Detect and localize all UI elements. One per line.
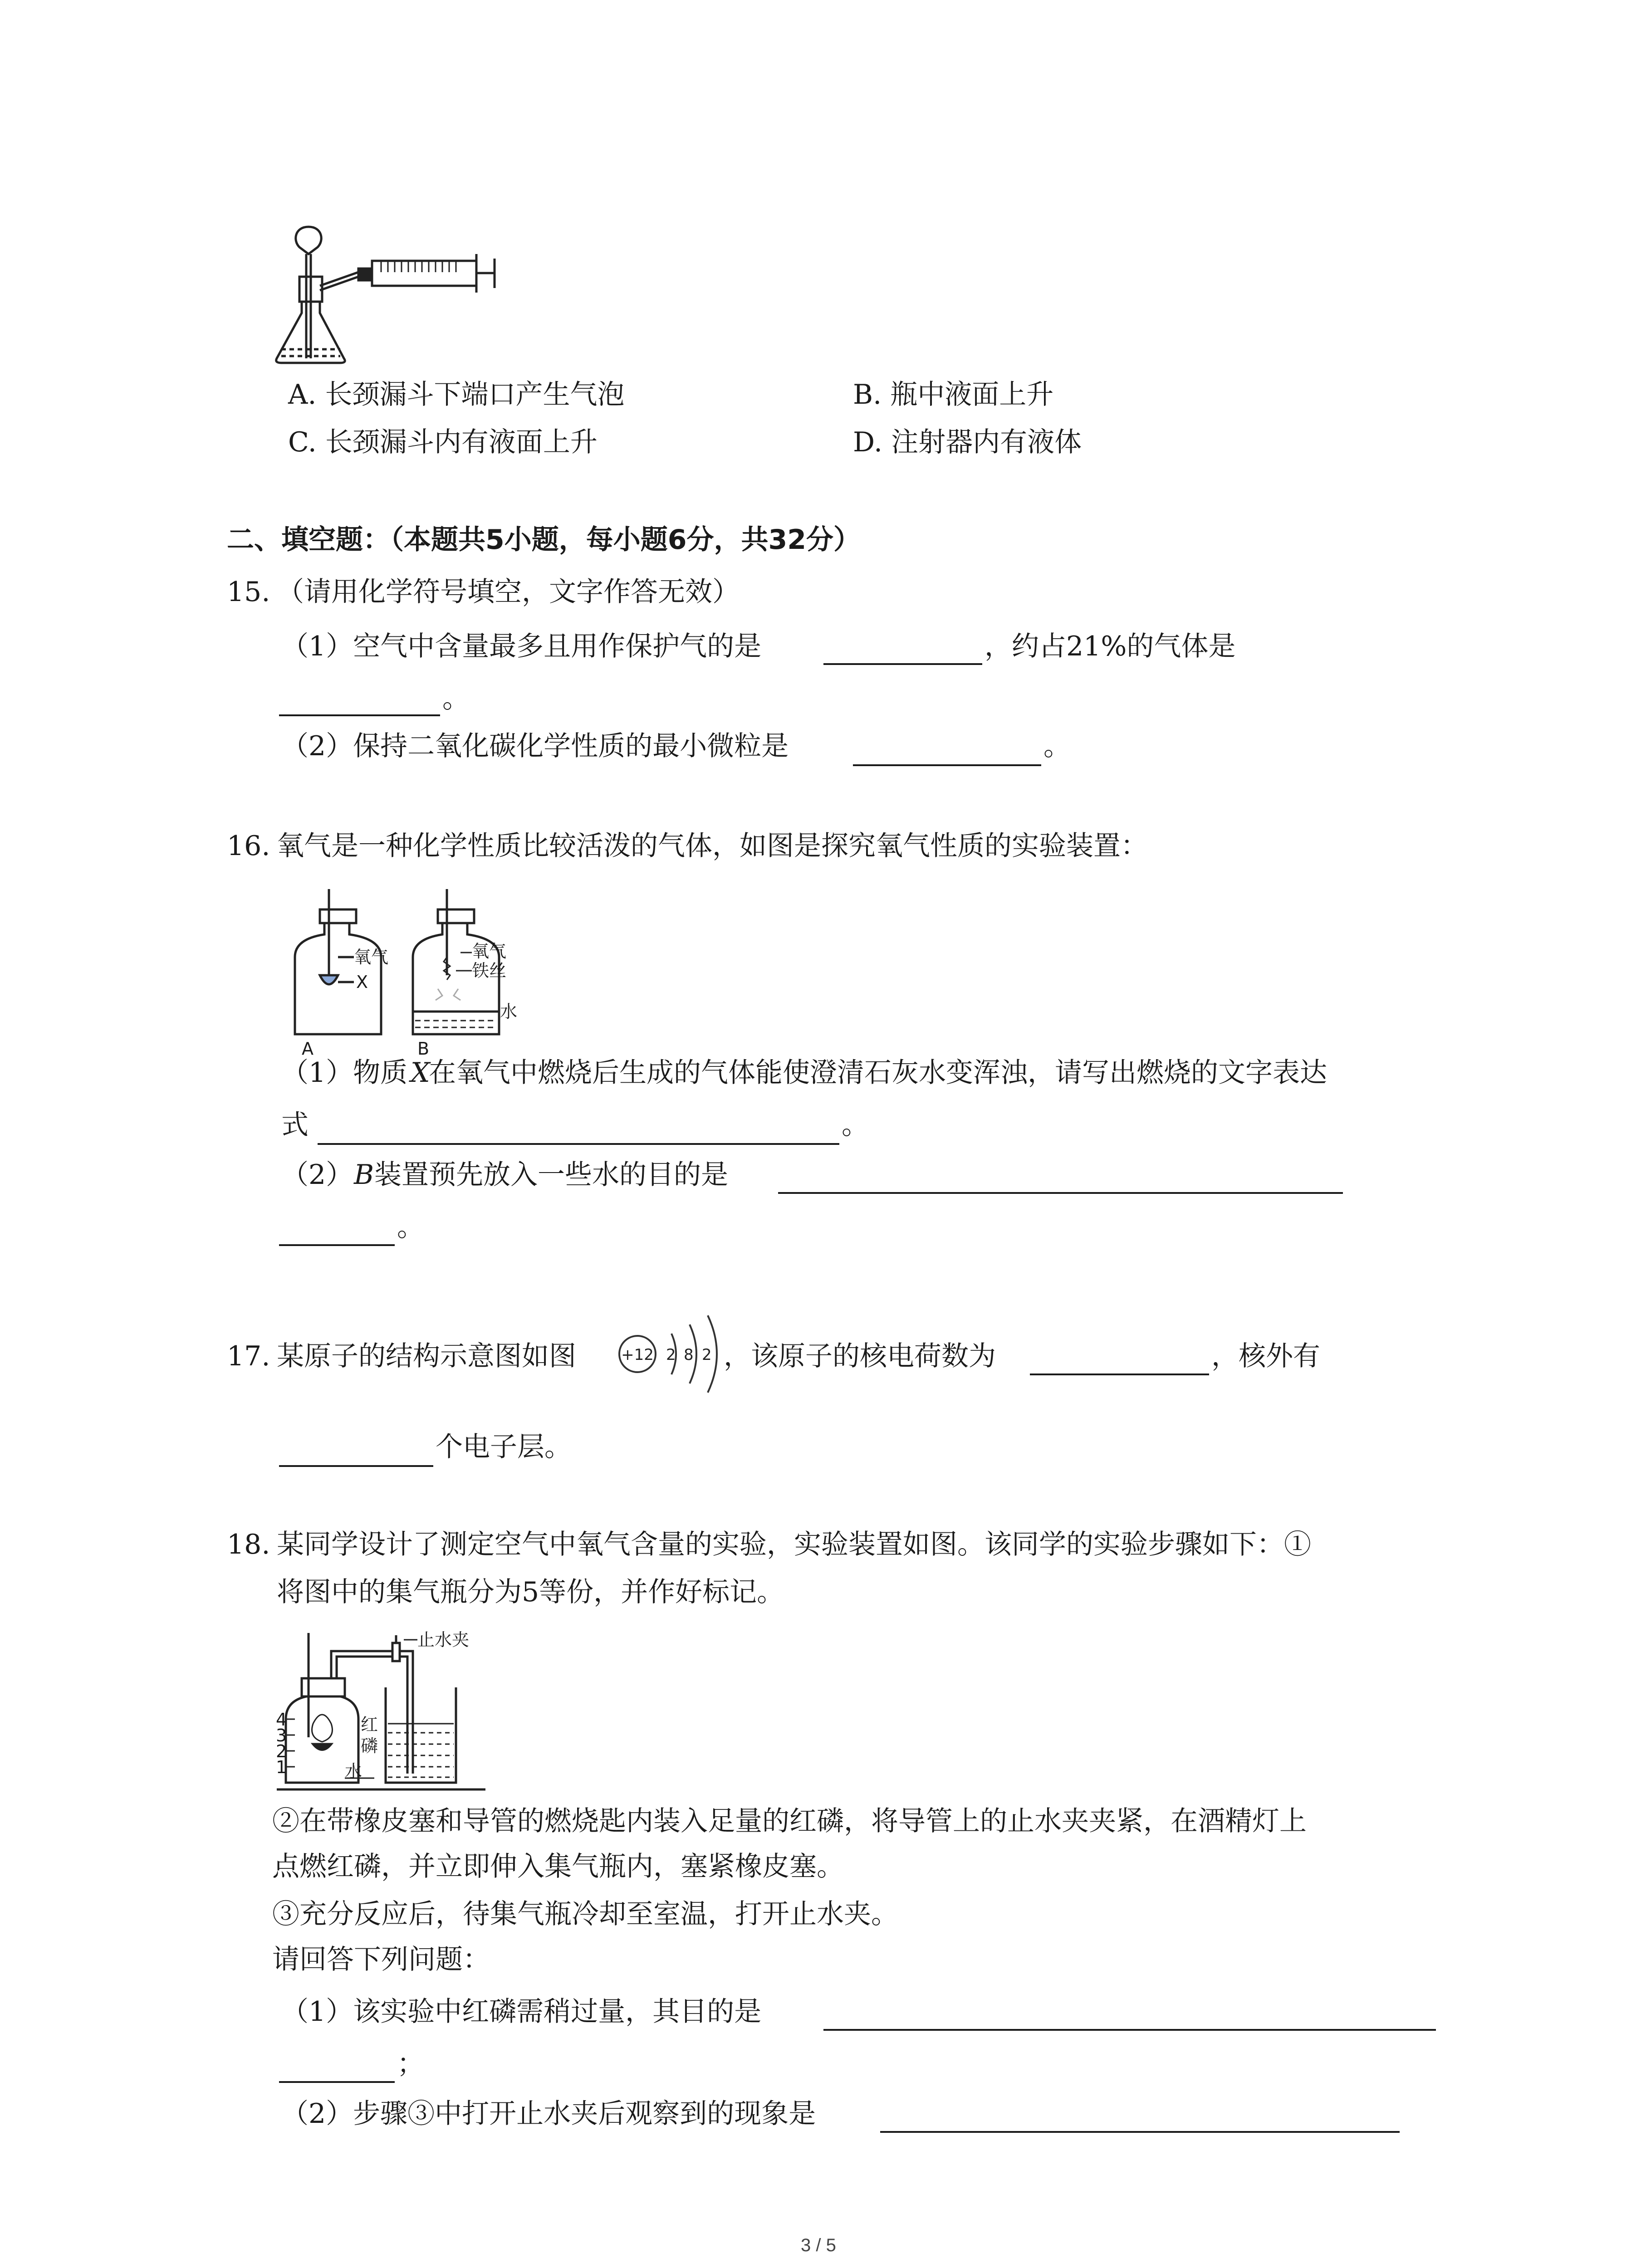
q18-fig-label-water: 水 [345,1761,362,1781]
q14-option-b: B. 瓶中液面上升 [853,379,1054,411]
q14-apparatus-figure [268,209,504,381]
q16-part2-var-b: B [354,1159,374,1191]
q17-electron-shell-1: 2 [666,1346,676,1364]
q17-number: 17. [227,1340,270,1372]
q18-fig-label-clamp: 止水夹 [417,1630,470,1650]
q18-step2-line-1: ②在带橡皮塞和导管的燃烧匙内装入足量的红磷，将导管上的止水夹夹紧，在酒精灯上 [272,1805,1307,1837]
q16-fig-label-b: B [417,1039,430,1059]
q18-answer-blank-2[interactable] [279,2081,395,2083]
q16-answer-blank-1[interactable] [318,1143,839,1145]
q16-oxygen-figure [281,889,563,1057]
q16-answer-blank-3[interactable] [279,1244,395,1246]
q18-answer-blank-1[interactable] [823,2029,1436,2031]
q18-fig-mark-4: 4 [276,1710,287,1730]
q18-part2-text: （2）步骤③中打开止水夹后观察到的现象是 [281,2098,816,2130]
q16-fig-label-x: X [356,972,368,992]
q18-number: 18. [227,1529,270,1560]
q17-electron-shell-3: 2 [702,1346,712,1364]
section-heading: 二、填空题：（本题共5小题，每小题6分，共32分） [227,524,861,556]
q17-stem-d: 个电子层。 [436,1431,572,1463]
q16-part1-text-c: 式 [281,1109,309,1141]
q16-fig-label-water: 水 [500,1002,518,1022]
q17-electron-shell-2: 8 [684,1346,694,1364]
q18-step2-line-2: 点燃红磷，并立即伸入集气瓶内，塞紧橡皮塞。 [272,1851,844,1882]
q18-part1-end: ； [397,2048,424,2080]
q16-number: 16. [227,830,270,862]
q15-part2-text: （2）保持二氧化碳化学性质的最小微粒是 [281,730,789,762]
q18-part1-text: （1）该实验中红磷需稍过量，其目的是 [281,1996,762,2028]
q16-fig-label-oxygen-b: 氧气 [472,941,507,961]
q18-fig-mark-3: 3 [276,1725,287,1745]
q16-fig-label-wire: 铁丝 [472,961,507,981]
q18-fig-mark-1: 1 [276,1757,287,1777]
q17-atom-structure-diagram [612,1306,730,1402]
q16-part2-end: 。 [397,1211,424,1243]
q18-stem-line-1: 某同学设计了测定空气中氧气含量的实验，实验装置如图。该同学的实验步骤如下：① [277,1529,1311,1560]
q17-stem-b: ，该原子的核电荷数为 [724,1340,996,1372]
q18-fig-label-phosphorus: 磷 [361,1736,378,1756]
q15-part1-text: （1）空气中含量最多且用作保护气的是 [281,631,762,662]
q16-part1-var-x: X [411,1057,430,1089]
q17-stem-c: ，核外有 [1211,1340,1320,1372]
q16-answer-blank-2[interactable] [778,1192,1343,1194]
q16-stem: 氧气是一种化学性质比较活泼的气体，如图是探究氧气性质的实验装置： [277,830,1148,862]
q15-answer-blank-1[interactable] [823,663,982,665]
q18-fig-label-red: 红 [361,1715,378,1735]
q18-answer-blank-3[interactable] [880,2131,1400,2133]
q16-part2-text-a: （2） [281,1159,353,1191]
q18-step3: ③充分反应后，待集气瓶冷却至室温，打开止水夹。 [272,1898,898,1930]
q14-option-d: D. 注射器内有液体 [853,426,1082,458]
q18-fig-mark-2: 2 [276,1741,287,1761]
q17-answer-blank-1[interactable] [1030,1374,1209,1375]
q16-part1-text-a: （1）物质 [281,1057,408,1089]
q16-part2-text-c: 装置预先放入一些水的目的是 [374,1159,728,1191]
q15-answer-blank-2[interactable] [279,714,440,716]
q17-nucleus-charge: +12 [621,1346,654,1364]
q16-part1-text-b: 在氧气中燃烧后生成的气体能使澄清石灰水变浑浊，请写出燃烧的文字表达 [429,1057,1327,1089]
q16-fig-label-oxygen-a: 氧气 [354,947,389,967]
q15-part1-end: 。 [442,683,470,714]
q15-part2-end: 。 [1043,730,1071,762]
q16-part1-end: 。 [842,1109,869,1141]
q16-fig-label-a: A [302,1039,314,1059]
page-number: 3 / 5 [801,2235,836,2255]
q15-part1-text-b: ，约占21%的气体是 [985,631,1236,662]
q15-answer-blank-3[interactable] [853,764,1041,766]
q18-stem-line-2: 将图中的集气瓶分为5等份，并作好标记。 [277,1576,784,1608]
q17-answer-blank-2[interactable] [279,1465,433,1467]
q14-option-a: A. 长颈漏斗下端口产生气泡 [288,379,625,411]
q18-ask: 请回答下列问题： [272,1944,490,1975]
q17-stem-a: 某原子的结构示意图如图 [277,1340,576,1372]
q15-intro: （请用化学符号填空，文字作答无效） [277,576,740,608]
q14-option-c: C. 长颈漏斗内有液面上升 [288,426,598,458]
q18-apparatus-figure [276,1630,513,1796]
q15-number: 15. [227,576,270,608]
